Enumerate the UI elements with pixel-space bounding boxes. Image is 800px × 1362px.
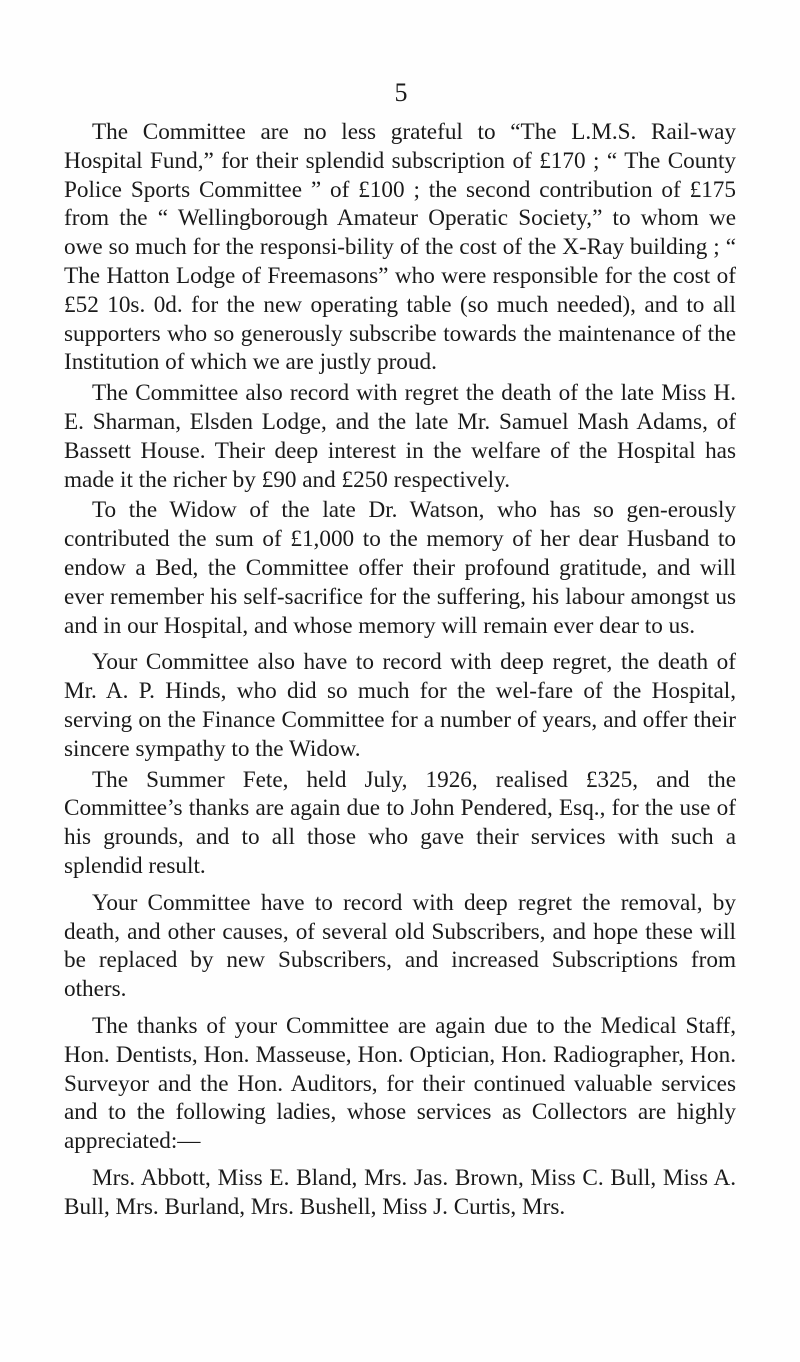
paragraph-sharman-adams-bequests: The Committee also record with regret the death of the late Miss H. E. Sharman, Elsden Lodge, and the late Mr. Samuel Mash Adams, of Bassett House. Their deep interest in the welfare of the Hospital has made it the richer by £90 and £250 respectively. [64, 380, 736, 493]
page-number: 5 [394, 78, 408, 107]
paragraph-hinds-death: Your Committee also have to record with deep regret, the death of Mr. A. P. Hinds, who did so much for the wel-fare of the Hospital, serving on the Finance Committee for a number of years, and offer their sincere sympathy to the Widow. [64, 649, 736, 762]
paragraph-collectors-list: Mrs. Abbott, Miss E. Bland, Mrs. Jas. Brown, Miss C. Bull, Miss A. Bull, Mrs. Burland, Mrs. Bushell, Miss J. Curtis, Mrs. [64, 1164, 736, 1220]
paragraph-summer-fete: The Summer Fete, held July, 1926, realised £325, and the Committee’s thanks are again due to John Pendered, Esq., for the use of his grounds, and to all those who gave their services with such a splendid result. [64, 766, 736, 879]
paragraph-watson-bed-endowment: To the Widow of the late Dr. Watson, who has so gen-erously contributed the sum of £1,000 to the memory of her dear Husband to endow a Bed, the Committee offer their profound gratitude, and will ever remember his self-sacrifice for the suffering, his labour amongst us and in our Hospital, and whose memory will remain ever dear to us. [64, 497, 736, 639]
paragraph-lms-railway-fund: The Committee are no less grateful to “The L.M.S. Rail-way Hospital Fund,” for their splendid subscription of £170 ; “ The County Police Sports Committee ” of £100 ; the second contribution of £175 from the “ Wellingborough Amateur Operatic Society,” to whom we owe so much for the responsi-bility of the cost of the X-Ray building ; “ The Hatton Lodge of Freemasons” who were responsible for the cost of £52 10s. 0d. for the new operating table (so much needed), and to all supporters who so generously subscribe towards the maintenance of the Institution of which we are justly proud. [64, 119, 736, 376]
paragraph-subscribers-removal: Your Committee have to record with deep regret the removal, by death, and other causes, of several old Subscribers, and hope these will be replaced by new Subscribers, and increased Subscriptions from others. [64, 889, 736, 1003]
report-body [64, 118, 736, 1221]
paragraph-staff-thanks: The thanks of your Committee are again due to the Medical Staff, Hon. Dentists, Hon. Masseuse, Hon. Optician, Hon. Radiographer, Hon. Surveyor and the Hon. Auditors, for their continued valuable services and to the following ladies, whose services as Collectors are highly appreciated:— [64, 1012, 736, 1155]
